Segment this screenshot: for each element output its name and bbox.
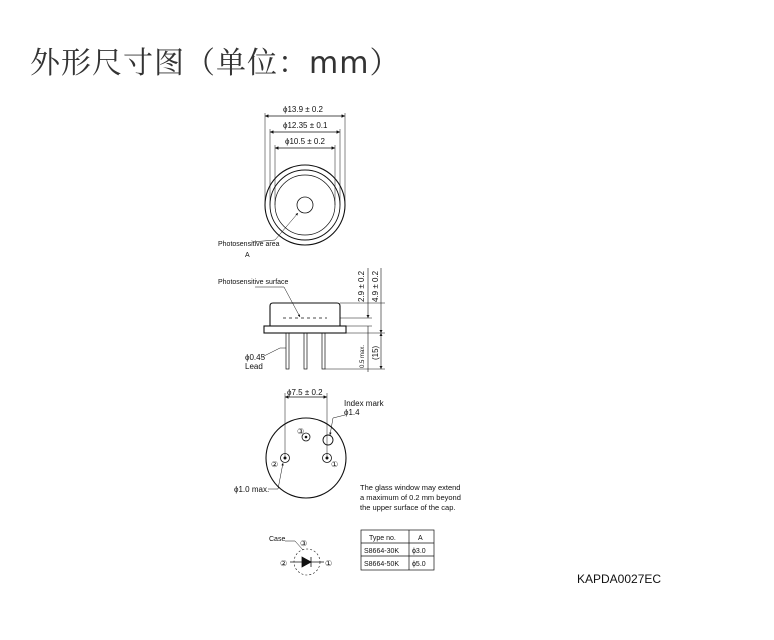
table-cell-a-1: ϕ3.0 xyxy=(412,548,426,555)
dim-h2-label: 4.9 ± 0.2 xyxy=(371,270,380,302)
dim-mid-label: ϕ12.35 ± 0.1 xyxy=(283,121,328,130)
lead-leader xyxy=(262,348,286,357)
dim-h1-label: 2.9 ± 0.2 xyxy=(357,270,366,302)
note-line-1: The glass window may extend xyxy=(360,483,461,492)
area-value: A xyxy=(245,252,250,259)
drawing-code: KAPDA0027EC xyxy=(577,572,662,586)
index-mark-circle xyxy=(323,435,333,445)
cap-body xyxy=(270,303,340,326)
top-view xyxy=(252,113,345,245)
dim-lead-label: (15) xyxy=(371,345,380,360)
table-cell-type-1: S8664-30K xyxy=(364,548,400,555)
page-title: 外形尺寸图（单位：mm） xyxy=(30,46,401,81)
base-circle xyxy=(266,418,346,498)
pin-dia-label: ϕ1.0 max. xyxy=(234,485,270,494)
surface-leader xyxy=(255,287,300,317)
table-header-type: Type no. xyxy=(369,535,396,542)
lead-dia-label: ϕ0.45 xyxy=(245,353,266,362)
index-leader xyxy=(330,415,345,435)
dim-pcd-label: ϕ7.5 ± 0.2 xyxy=(287,388,323,397)
dim-outer-label: ϕ13.9 ± 0.2 xyxy=(283,105,324,114)
area-leader xyxy=(252,213,298,242)
lead-label: Lead xyxy=(245,362,263,371)
pin-1-number: ① xyxy=(331,460,339,469)
dim-inner-label: ϕ10.5 ± 0.2 xyxy=(285,137,326,146)
table-cell-a-2: ϕ5.0 xyxy=(412,561,426,568)
cap-mid-circle xyxy=(270,170,340,240)
dim-gap-label: 0.5 max. xyxy=(360,344,366,368)
window-circle xyxy=(275,175,335,235)
flange xyxy=(264,326,346,333)
lead-center xyxy=(304,333,307,369)
schematic-pin-2: ② xyxy=(280,559,288,568)
schematic-pin-1: ① xyxy=(325,559,333,568)
surface-label: Photosensitive surface xyxy=(218,279,289,286)
case-label: Case xyxy=(269,536,286,543)
cap-outer-circle xyxy=(265,165,345,245)
photosensitive-area-circle xyxy=(297,197,313,213)
index-label: Index mark xyxy=(344,399,384,408)
note-line-2: a maximum of 0.2 mm beyond xyxy=(360,493,461,502)
lead-right xyxy=(322,333,325,369)
schematic-pin-3: ③ xyxy=(300,539,308,548)
area-label: Photosensitive area xyxy=(218,241,280,248)
pin-3-number: ③ xyxy=(297,427,305,436)
table-header-a: A xyxy=(418,535,423,542)
bottom-view xyxy=(266,393,346,498)
index-dia-label: ϕ1.4 xyxy=(344,408,360,417)
diode-symbol xyxy=(302,557,311,567)
note-line-3: the upper surface of the cap. xyxy=(360,503,456,512)
lead-left xyxy=(286,333,289,369)
pin-2-number: ② xyxy=(271,460,279,469)
table-cell-type-2: S8664-50K xyxy=(364,561,400,568)
